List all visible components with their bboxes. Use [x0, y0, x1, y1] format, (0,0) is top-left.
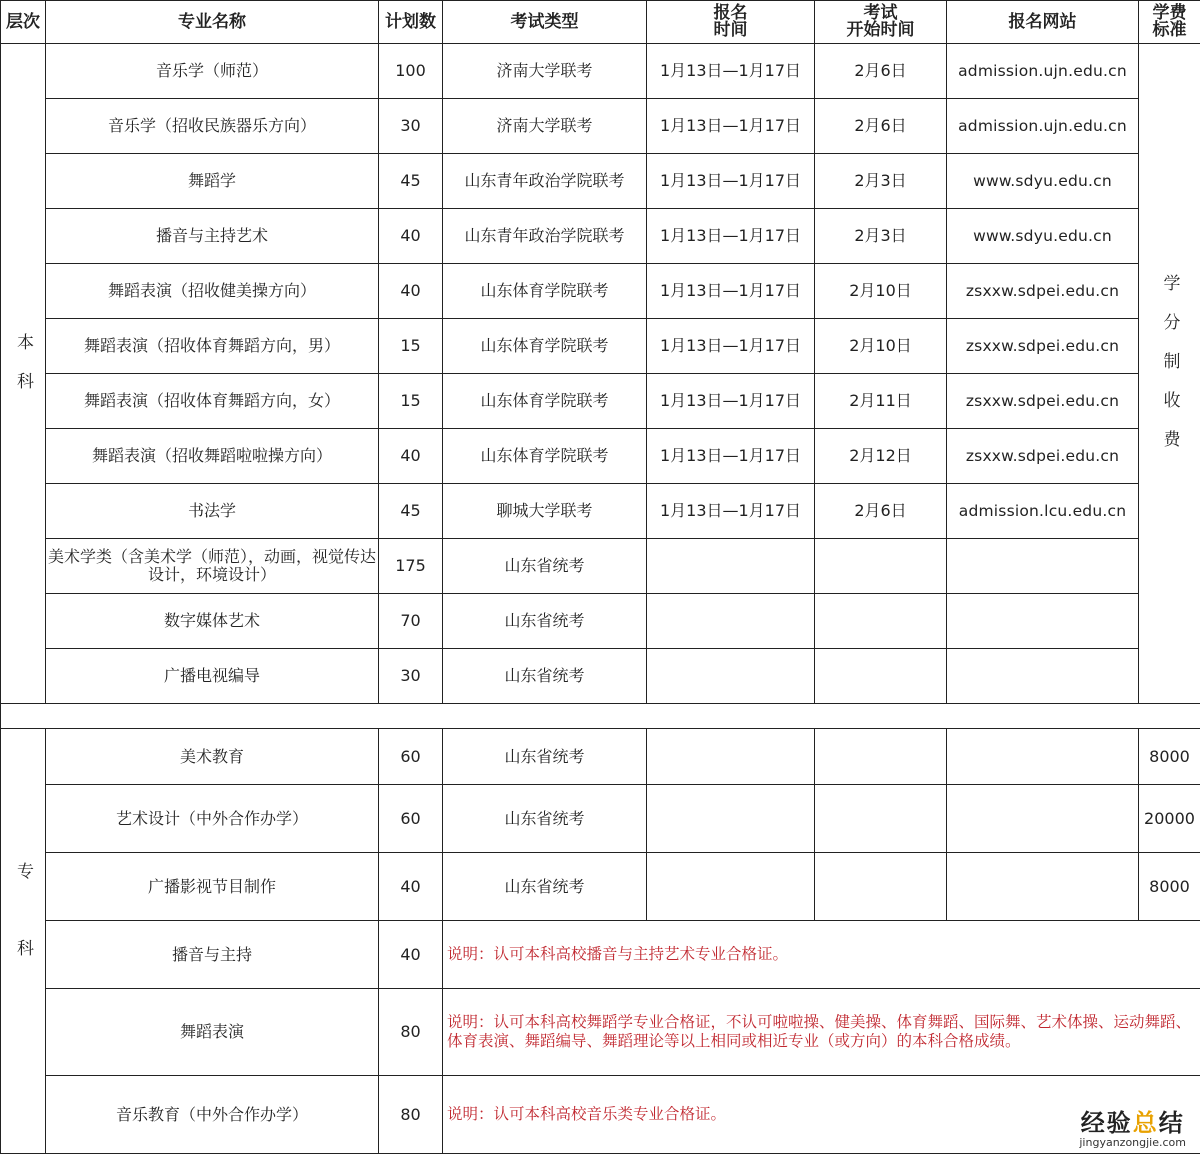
- cell-reg: [647, 594, 815, 649]
- cell-major: 舞蹈表演（招收健美操方向）: [46, 264, 379, 319]
- table-row: [1, 649, 1200, 704]
- cell-site: www.sdyu.edu.cn: [947, 209, 1139, 264]
- header-reg-time-line1: 报名: [713, 3, 748, 23]
- cell-plan: 80: [379, 989, 443, 1076]
- cell-exam: 山东青年政治学院联考: [443, 209, 647, 264]
- cell-reg: [647, 785, 815, 853]
- cell-major: 播音与主持: [46, 921, 379, 989]
- cell-plan: 175: [379, 539, 443, 594]
- cell-exam: 山东体育学院联考: [443, 429, 647, 484]
- cell-plan: 40: [379, 429, 443, 484]
- table-row: [1, 989, 1200, 1076]
- table-row: [1, 853, 1200, 921]
- header-fee: [1139, 1, 1200, 44]
- cell-plan: 80: [379, 1076, 443, 1154]
- cell-reg: 1月13日—1月17日: [647, 319, 815, 374]
- cell-site: [947, 594, 1139, 649]
- header-website: 报名网站: [947, 1, 1139, 44]
- table-row: [1, 319, 1200, 374]
- cell-plan: 60: [379, 729, 443, 785]
- cell-reg: 1月13日—1月17日: [647, 429, 815, 484]
- header-exam-type: 考试类型: [443, 1, 647, 44]
- cell-note: 说明：认可本科高校舞蹈学专业合格证，不认可啦啦操、健美操、体育舞蹈、国际舞、艺术体操、运动舞蹈、体育表演、舞蹈编导、舞蹈理论等以上相同或相近专业（或方向）的本科合格成绩。: [443, 989, 1200, 1076]
- cell-site: zsxxw.sdpei.edu.cn: [947, 264, 1139, 319]
- table-row: [1, 594, 1200, 649]
- cell-major: 舞蹈表演（招收体育舞蹈方向，男）: [46, 319, 379, 374]
- cell-reg: 1月13日—1月17日: [647, 374, 815, 429]
- level-college: 专科: [1, 729, 46, 1154]
- section-gap: [1, 704, 1200, 729]
- cell-plan: 100: [379, 44, 443, 99]
- cell-reg: 1月13日—1月17日: [647, 209, 815, 264]
- cell-fee: 8000: [1139, 853, 1200, 921]
- header-major: 专业名称: [46, 1, 379, 44]
- cell-major: 广播电视编导: [46, 649, 379, 704]
- cell-major: 数字媒体艺术: [46, 594, 379, 649]
- cell-plan: 45: [379, 484, 443, 539]
- cell-site: admission.ujn.edu.cn: [947, 44, 1139, 99]
- table-row: [1, 1076, 1200, 1154]
- cell-site: [947, 539, 1139, 594]
- cell-exam: 山东青年政治学院联考: [443, 154, 647, 209]
- cell-start: 2月6日: [815, 99, 947, 154]
- cell-reg: 1月13日—1月17日: [647, 99, 815, 154]
- cell-start: 2月12日: [815, 429, 947, 484]
- cell-major: 美术教育: [46, 729, 379, 785]
- cell-plan: 15: [379, 374, 443, 429]
- cell-site: admission.lcu.edu.cn: [947, 484, 1139, 539]
- table-row: [1, 374, 1200, 429]
- cell-plan: 30: [379, 99, 443, 154]
- cell-exam: 山东体育学院联考: [443, 319, 647, 374]
- cell-site: admission.ujn.edu.cn: [947, 99, 1139, 154]
- cell-start: 2月10日: [815, 264, 947, 319]
- cell-major: 播音与主持艺术: [46, 209, 379, 264]
- cell-major: 舞蹈学: [46, 154, 379, 209]
- cell-fee: 8000: [1139, 729, 1200, 785]
- cell-start: 2月3日: [815, 209, 947, 264]
- cell-plan: 15: [379, 319, 443, 374]
- cell-start: 2月11日: [815, 374, 947, 429]
- table-row: [1, 99, 1200, 154]
- cell-exam: 聊城大学联考: [443, 484, 647, 539]
- cell-reg: 1月13日—1月17日: [647, 44, 815, 99]
- header-row: [1, 1, 1200, 44]
- cell-major: 书法学: [46, 484, 379, 539]
- cell-reg: [647, 729, 815, 785]
- cell-plan: 60: [379, 785, 443, 853]
- logo-text: 经验总结: [1080, 1109, 1185, 1137]
- cell-major: 美术学类（含美术学（师范），动画，视觉传达设计，环境设计）: [46, 539, 379, 594]
- cell-plan: 40: [379, 209, 443, 264]
- cell-plan: 30: [379, 649, 443, 704]
- cell-start: 2月10日: [815, 319, 947, 374]
- table-row: [1, 539, 1200, 594]
- table-row: [1, 209, 1200, 264]
- level-undergrad: 本科: [1, 44, 46, 704]
- cell-major: 音乐学（招收民族器乐方向）: [46, 99, 379, 154]
- cell-note: 说明：认可本科高校音乐类专业合格证。: [443, 1076, 1200, 1154]
- cell-plan: 70: [379, 594, 443, 649]
- cell-reg: 1月13日—1月17日: [647, 264, 815, 319]
- cell-site: [947, 853, 1139, 921]
- cell-major: 艺术设计（中外合作办学）: [46, 785, 379, 853]
- logo-url: jingyanzongjie.com: [1079, 1136, 1186, 1149]
- table-row: [1, 484, 1200, 539]
- header-exam-start-line2: 开始时间: [846, 20, 915, 40]
- cell-plan: 40: [379, 264, 443, 319]
- header-plan: 计划数: [379, 1, 443, 44]
- cell-start: [815, 649, 947, 704]
- cell-start: 2月6日: [815, 484, 947, 539]
- table-row: [1, 729, 1200, 785]
- cell-note: 说明：认可本科高校播音与主持艺术专业合格证。: [443, 921, 1200, 989]
- cell-exam: 济南大学联考: [443, 44, 647, 99]
- cell-plan: 45: [379, 154, 443, 209]
- table-row: [1, 785, 1200, 853]
- table-row: [1, 429, 1200, 484]
- table-row: [1, 264, 1200, 319]
- cell-exam: 山东省统考: [443, 539, 647, 594]
- cell-major: 舞蹈表演（招收舞蹈啦啦操方向）: [46, 429, 379, 484]
- table-row: [1, 44, 1200, 99]
- cell-site: [947, 729, 1139, 785]
- cell-exam: 山东省统考: [443, 785, 647, 853]
- cell-start: [815, 853, 947, 921]
- cell-plan: 40: [379, 921, 443, 989]
- cell-major: 广播影视节目制作: [46, 853, 379, 921]
- cell-site: [947, 649, 1139, 704]
- header-exam-start-line1: 考试: [863, 3, 898, 23]
- cell-exam: 山东体育学院联考: [443, 374, 647, 429]
- cell-reg: [647, 853, 815, 921]
- cell-exam: 山东省统考: [443, 853, 647, 921]
- header-exam-start: [815, 1, 947, 44]
- cell-major: 音乐学（师范）: [46, 44, 379, 99]
- cell-major: 舞蹈表演（招收体育舞蹈方向，女）: [46, 374, 379, 429]
- header-reg-time-line2: 时间: [713, 20, 748, 40]
- cell-start: [815, 594, 947, 649]
- cell-start: 2月3日: [815, 154, 947, 209]
- cell-reg: 1月13日—1月17日: [647, 154, 815, 209]
- fee-undergrad: 学分制收费: [1139, 44, 1200, 704]
- cell-reg: [647, 649, 815, 704]
- cell-start: 2月6日: [815, 44, 947, 99]
- cell-reg: 1月13日—1月17日: [647, 484, 815, 539]
- table-row: [1, 921, 1200, 989]
- cell-exam: 山东省统考: [443, 594, 647, 649]
- site-logo: [1079, 1110, 1186, 1149]
- header-fee-line1: 学费: [1152, 3, 1187, 23]
- table-row: [1, 154, 1200, 209]
- cell-major: 音乐教育（中外合作办学）: [46, 1076, 379, 1154]
- cell-exam: 济南大学联考: [443, 99, 647, 154]
- cell-major: 舞蹈表演: [46, 989, 379, 1076]
- cell-site: zsxxw.sdpei.edu.cn: [947, 319, 1139, 374]
- cell-site: [947, 785, 1139, 853]
- cell-fee: 20000: [1139, 785, 1200, 853]
- header-reg-time: [647, 1, 815, 44]
- cell-site: zsxxw.sdpei.edu.cn: [947, 429, 1139, 484]
- cell-start: [815, 785, 947, 853]
- cell-exam: 山东省统考: [443, 729, 647, 785]
- cell-exam: 山东省统考: [443, 649, 647, 704]
- cell-start: [815, 539, 947, 594]
- cell-reg: [647, 539, 815, 594]
- cell-site: zsxxw.sdpei.edu.cn: [947, 374, 1139, 429]
- cell-plan: 40: [379, 853, 443, 921]
- cell-site: www.sdyu.edu.cn: [947, 154, 1139, 209]
- cell-exam: 山东体育学院联考: [443, 264, 647, 319]
- header-level: 层次: [1, 1, 46, 44]
- cell-start: [815, 729, 947, 785]
- header-fee-line2: 标准: [1152, 20, 1187, 40]
